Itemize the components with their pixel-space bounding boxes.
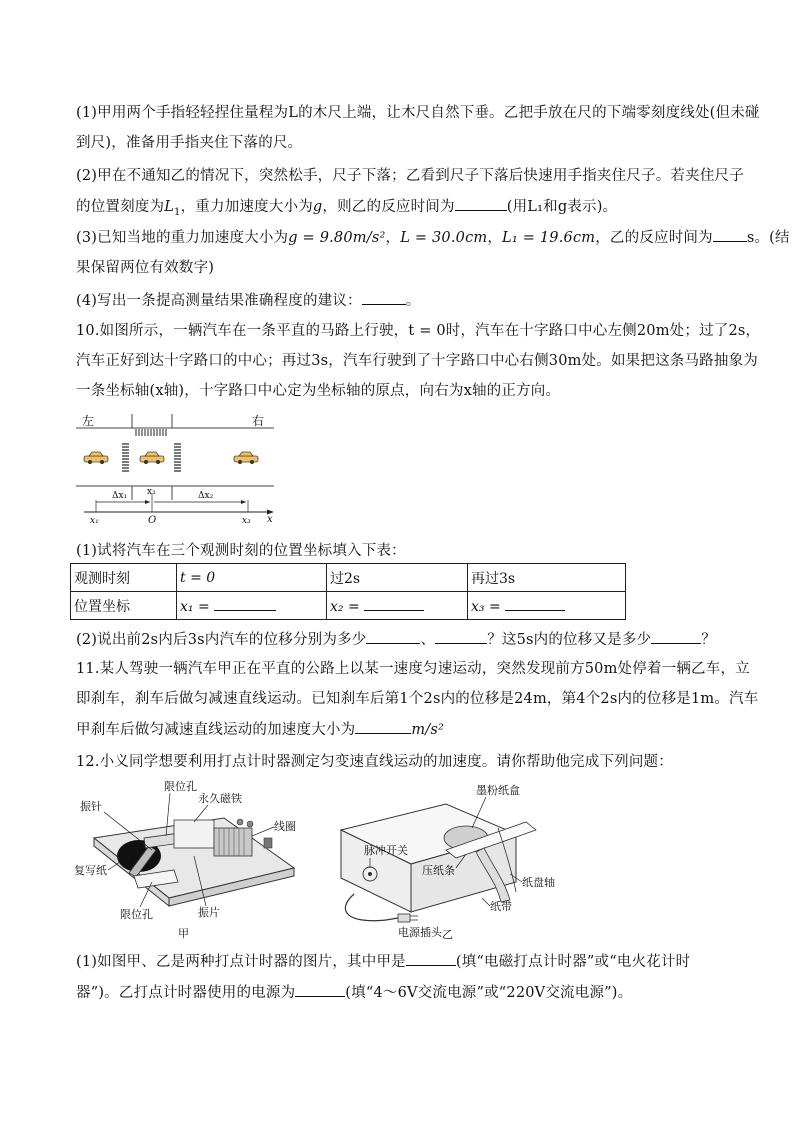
table-row (71, 592, 626, 620)
q12-text: 器”)。乙打点计时器使用的电源为 (76, 985, 296, 1001)
answer-blank[interactable] (406, 951, 456, 966)
label-right: 右 (252, 414, 265, 428)
label-dx2: Δx₂ (198, 491, 214, 501)
car-icon (140, 452, 164, 464)
figure-label-yi: 乙 (442, 928, 453, 941)
q9-text: s。(结 (746, 230, 790, 246)
answer-blank[interactable] (651, 629, 701, 644)
car-icon (234, 452, 258, 464)
table-cell: x₃ = (468, 592, 626, 620)
coil (214, 828, 252, 856)
table-row (71, 564, 626, 592)
observation-table (70, 563, 626, 620)
answer-blank[interactable] (355, 719, 411, 734)
q9-part1-line2: 到尺)，准备用手指夹住下落的尺。 (76, 135, 303, 151)
label-x2: x₂ (147, 487, 156, 497)
q10-line2: 汽车正好到达十字路口的中心；再过3s，汽车行驶到了十字路口中心右侧30m处。如果把这条马路抽象为 (76, 353, 758, 369)
answer-blank[interactable] (455, 196, 507, 211)
crosswalk-top (136, 429, 166, 436)
spark-timer-figure (326, 782, 566, 942)
answer-blank[interactable] (295, 982, 345, 997)
label-origin: O (148, 515, 157, 526)
q9-text: ，乙的反应时间为 (595, 230, 713, 246)
gravity-value: g = 9.80m/s² (288, 230, 386, 246)
q10-text: ？ (701, 632, 716, 648)
label-paper-tape: 纸带 (490, 900, 512, 913)
label-carbon-paper: 复写纸 (74, 864, 107, 877)
label-limit-hole-top: 限位孔 (164, 780, 197, 793)
label-dx1: Δx₁ (112, 491, 128, 501)
ruler-length-value: L = 30.0cm (400, 230, 488, 246)
q9-text: 的位置刻度为 (76, 199, 165, 215)
label-press-strip: 压纸条 (422, 864, 455, 877)
road-diagram (74, 414, 284, 526)
q9-part3-line2: 果保留两位有效数字) (76, 260, 215, 276)
answer-blank[interactable] (362, 290, 406, 305)
q9-text: (3)已知当地的重力加速度大小为 (76, 230, 289, 246)
q9-text: (4)写出一条提高测量结果准确程度的建议： (76, 293, 362, 309)
table-cell: x₁ = (177, 592, 327, 620)
label-toner-box: 墨粉纸盒 (476, 784, 520, 797)
label-pulse-switch: 脉冲开关 (364, 844, 408, 857)
label-tape-reel-axle: 纸盘轴 (522, 876, 555, 889)
answer-blank[interactable] (214, 596, 276, 611)
table-cell: 位置坐标 (71, 592, 177, 620)
q11-line1: 11.某人驾驶一辆汽车甲正在平直的公路上以某一速度匀速运动，突然发现前方50m处停着一辆乙车，立 (76, 661, 750, 677)
q11-line3 (76, 719, 444, 740)
q12-sub1-line2 (76, 982, 632, 1003)
q11-unit: m/s² (411, 722, 445, 738)
q10-line3: 一条坐标轴(x轴)，十字路口中心定为坐标轴的原点，向右为x轴的正方向。 (76, 383, 561, 399)
q9-part2-line1: (2)甲在不通知乙的情况下，突然松手，尺子下落；乙看到尺子下落后快速用手指夹住尺子。若夹住尺子 (76, 168, 744, 184)
q9-text: 。 (405, 293, 421, 309)
q9-part2-line2: 的位置刻度为$L_1$，重力加速度大小为g，则乙的反应时间为 (用L₁和g表示)。 (76, 196, 617, 223)
q10-sub2 (76, 629, 716, 650)
answer-blank[interactable] (366, 629, 420, 644)
answer-blank[interactable] (713, 227, 747, 242)
label-permanent-magnet: 永久磁铁 (198, 792, 242, 805)
answer-blank[interactable] (505, 596, 565, 611)
table-cell: x₂ = (327, 592, 468, 620)
q10-text: (2)说出前2s内后3s内汽车的位移分别为多少 (76, 632, 367, 648)
q11-text: 甲刹车后做匀减速直线运动的加速度大小为 (76, 722, 356, 738)
answer-blank[interactable] (364, 596, 424, 611)
q12-text: (填“4～6V交流电源”或“220V交流电源”)。 (345, 985, 633, 1001)
table-cell: t = 0 (177, 564, 327, 592)
table-cell: 过2s (327, 564, 468, 592)
q12-text: (填“电磁打点计时器”或“电火花计时 (455, 954, 691, 970)
table-cell: 再过3s (468, 564, 626, 592)
q9-text: (用L₁和g表示)。 (506, 199, 618, 215)
q10-sub1: (1)试将汽车在三个观测时刻的位置坐标填入下表： (76, 543, 406, 559)
label-x-axis: x (267, 514, 273, 525)
label-power-plug: 电源插头 (398, 926, 442, 939)
q12-text: (1)如图甲、乙是两种打点计时器的图片，其中甲是 (76, 954, 406, 970)
q10-text: ？这5s内的位移又是多少 (487, 632, 652, 648)
label-vibrating-needle: 振针 (80, 800, 102, 813)
q9-part4 (76, 290, 420, 311)
q9-text: ，则乙的反应时间为 (322, 199, 455, 215)
label-x3: x₃ (242, 516, 251, 526)
figure-label-jia: 甲 (178, 927, 189, 940)
catch-position-value: L₁ = 19.6cm (502, 230, 596, 246)
q9-part3-line1: (3)已知当地的重力加速度大小为g = 9.80m/s²，L = 30.0cm，L₁ = 19.6cm，乙的反应时间为 s。(结 (76, 227, 790, 248)
permanent-magnet (174, 820, 214, 848)
power-plug (398, 914, 410, 922)
q12-line1: 12.小义同学想要利用打点计时器测定匀变速直线运动的加速度。请你帮助他完成下列问题： (76, 754, 673, 770)
label-limit-hole-bottom: 限位孔 (120, 908, 153, 921)
label-left: 左 (82, 414, 95, 428)
q10-line1: 10.如图所示，一辆汽车在一条平直的马路上行驶，t = 0时，汽车在十字路口中心左侧20m处；过了2s， (76, 323, 761, 339)
label-x1: x₁ (90, 516, 99, 526)
electromagnetic-timer-figure (74, 778, 334, 940)
q11-line2: 即刹车，刹车后做匀减速直线运动。已知刹车后第1个2s内的位移是24m，第4个2s内的位移是1m。汽车 (76, 691, 759, 707)
label-coil: 线圈 (274, 820, 296, 833)
label-vibrating-plate: 振片 (198, 906, 220, 919)
car-icon (84, 452, 108, 464)
crosswalk-right (174, 444, 181, 471)
q10-text: 、 (420, 632, 436, 648)
crosswalk-left (122, 444, 129, 471)
q12-sub1-line1 (76, 951, 690, 972)
table-cell: 观测时刻 (71, 564, 177, 592)
q9-part1-line1: (1)甲用两个手指轻轻捏住量程为L的木尺上端，让木尺自然下垂。乙把手放在尺的下端零刻度线处(但未碰 (76, 105, 760, 121)
q9-text: ，重力加速度大小为 (180, 199, 313, 215)
answer-blank[interactable] (435, 629, 487, 644)
